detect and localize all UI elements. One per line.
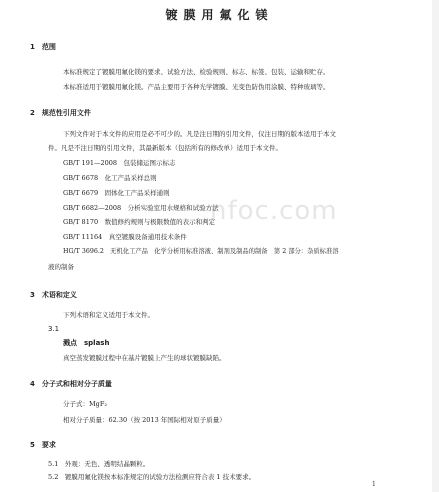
section-3-heading: 3 术语和定义 bbox=[30, 291, 77, 299]
term-name: 溅点 splash bbox=[63, 339, 110, 347]
section-5-heading: 5 要求 bbox=[30, 441, 56, 449]
section-3-intro: 下列术语和定义适用于本文件。 bbox=[63, 311, 154, 319]
section-1-heading: 1 范围 bbox=[30, 43, 56, 51]
section-1-paragraph-1: 本标准规定了镀膜用氟化镁的要求、试验方法、检验规则、标志、标签、包装、运输和贮存。 bbox=[63, 68, 330, 76]
reference-item: GB/T 11164 真空镀膜设备通用技术条件 bbox=[63, 233, 187, 241]
molecular-mass: 相对分子质量：62.30（按 2013 年国际相对原子质量） bbox=[63, 416, 226, 424]
watermark: nfoc.com bbox=[210, 196, 338, 226]
document-title: 镀膜用氟化镁 bbox=[165, 8, 274, 22]
page-number: 1 bbox=[372, 481, 376, 488]
reference-item: GB/T 6679 固体化工产品采样通则 bbox=[63, 189, 170, 197]
molecular-formula: 分子式：MgF₂ bbox=[63, 400, 107, 408]
reference-item-hg-line-2: 液的制备 bbox=[48, 263, 74, 271]
reference-item: GB/T 6682—2008 分析实验室用水规格和试验方法 bbox=[63, 204, 219, 212]
section-2-intro-line-2: 件。凡是不注日期的引用文件，其最新版本（包括所有的修改单）适用于本文件。 bbox=[48, 144, 282, 152]
reference-item: GB/T 191—2008 包装储运图示标志 bbox=[63, 159, 176, 167]
section-4-heading: 4 分子式和相对分子质量 bbox=[30, 380, 112, 388]
reference-item: GB/T 6678 化工产品采样总则 bbox=[63, 174, 157, 182]
requirement-5-1: 5.1 外观：无色、透明结晶颗粒。 bbox=[48, 460, 150, 468]
page-edge bbox=[432, 0, 439, 492]
section-2-intro-line-1: 下列文件对于本文件的应用是必不可少的。凡是注日期的引用文件，仅注日期的版本适用于本文 bbox=[63, 130, 336, 138]
reference-item-hg-line-1: HG/T 3696.2 无机化工产品 化学分析用标准溶液、制剂及制品的制备 第 2 部分：杂质标准溶 bbox=[63, 248, 339, 255]
term-number: 3.1 bbox=[48, 325, 60, 333]
reference-item: GB/T 8170 数值修约规则与极限数值的表示和判定 bbox=[63, 218, 216, 226]
section-1-paragraph-2: 本标准适用于镀膜用氟化镁。产品主要用于各种光学镀膜、光变色防伪用涂膜、特种玻璃等。 bbox=[63, 83, 330, 91]
requirement-5-2: 5.2 镀膜用氟化镁按本标准规定的试验方法检测应符合表 1 技术要求。 bbox=[48, 473, 256, 481]
section-2-heading: 2 规范性引用文件 bbox=[30, 109, 91, 117]
term-definition: 真空蒸发镀膜过程中在基片镀膜上产生的球状镀膜缺陷。 bbox=[63, 354, 226, 362]
